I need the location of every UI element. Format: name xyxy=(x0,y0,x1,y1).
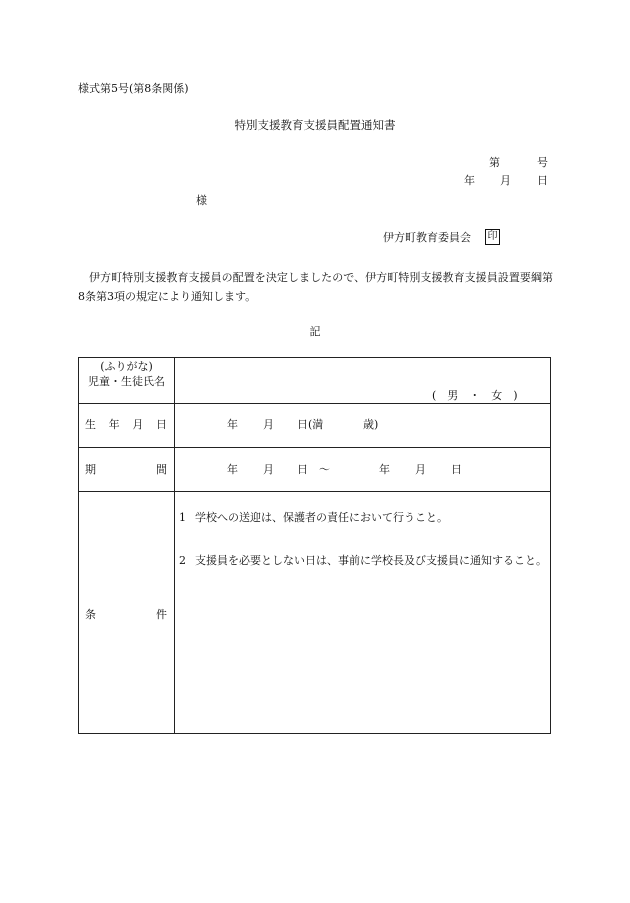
label-char: 月 xyxy=(132,418,144,431)
condition-number: 2 xyxy=(179,554,186,567)
recipient-honorific: 様 xyxy=(196,194,207,207)
gender-selection: ( 男 ・ 女 ) xyxy=(432,389,518,402)
period-end-month: 月 xyxy=(415,463,426,476)
label-char: 件 xyxy=(156,608,167,621)
age-unit: 歳) xyxy=(363,418,379,431)
issue-date-month: 月 xyxy=(500,174,511,187)
student-name-label: 児童・生徒氏名 xyxy=(88,375,165,388)
label-char: 日 xyxy=(155,418,167,431)
birth-month-unit: 月 xyxy=(263,418,274,431)
label-char: 年 xyxy=(108,418,120,431)
birth-day-age-open: 日(満 xyxy=(297,418,324,431)
label-char: 期 xyxy=(85,463,96,476)
issue-date-year: 年 xyxy=(464,174,475,187)
condition-number: 1 xyxy=(179,511,186,524)
birthdate-label xyxy=(85,419,167,430)
details-table xyxy=(78,357,551,734)
table-column-divider xyxy=(174,358,175,733)
document-title: 特別支援教育支援員配置通知書 xyxy=(234,118,396,132)
form-number: 様式第5号(第8条関係) xyxy=(78,82,189,95)
label-char: 生 xyxy=(85,418,96,431)
period-start-month: 月 xyxy=(263,463,274,476)
seal-label: 印 xyxy=(487,231,498,242)
period-end-day: 日 xyxy=(451,463,462,476)
birth-year-unit: 年 xyxy=(227,418,238,431)
condition-item xyxy=(179,510,547,526)
label-char: 条 xyxy=(85,608,96,621)
period-end-year: 年 xyxy=(379,463,390,476)
condition-text: 学校への送迎は、保護者の責任において行うこと。 xyxy=(195,511,448,524)
document-number-label: 第 xyxy=(489,156,500,169)
table-row-divider xyxy=(79,403,550,404)
notice-body: 伊方町特別支援教育支援員の配置を決定しましたので、伊方町特別支援教育支援員設置要綱第8条第3項の規定により通知します。 xyxy=(78,271,553,303)
period-label xyxy=(85,464,167,475)
condition-text: 支援員を必要としない日は、事前に学校長及び支援員に通知すること。 xyxy=(195,554,547,567)
issue-date-day: 日 xyxy=(537,174,548,187)
condition-item xyxy=(179,553,547,569)
furigana-label: (ふりがな) xyxy=(100,360,153,373)
document-number-suffix: 号 xyxy=(537,156,548,169)
issuer-name: 伊方町教育委員会 xyxy=(383,231,471,244)
period-tilde: ～ xyxy=(319,463,330,476)
table-row-divider xyxy=(79,491,550,492)
seal-mark xyxy=(485,229,500,245)
table-row-divider xyxy=(79,447,550,448)
conditions-label xyxy=(85,609,167,620)
period-start-day: 日 xyxy=(297,463,308,476)
ki-heading: 記 xyxy=(309,325,321,338)
period-start-year: 年 xyxy=(227,463,238,476)
label-char: 間 xyxy=(156,463,167,476)
